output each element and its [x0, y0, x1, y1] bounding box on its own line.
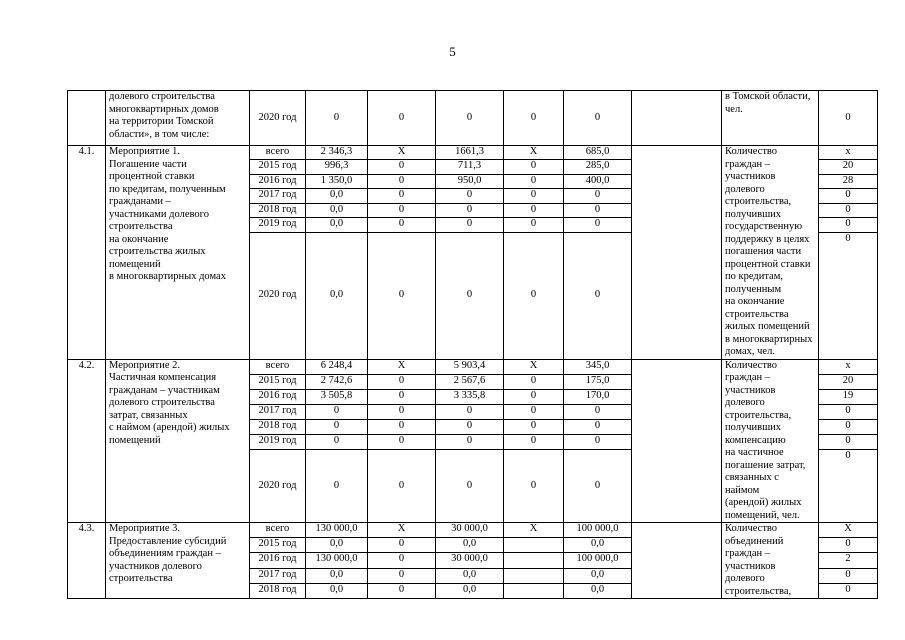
value-cell: 0 [436, 404, 504, 419]
year-cell: 2016 год [250, 553, 306, 568]
value-cell: 0,0 [564, 583, 632, 598]
item-name-cell: долевого строительства многоквартирных домов на территории Томской области», в том числе: [106, 91, 250, 146]
value-cell: 100 000,0 [564, 523, 632, 538]
value-cell: 0 [436, 189, 504, 203]
indicator-value-cell: 0 [819, 538, 878, 553]
indicator-cell: Количество граждан – участников долевого строительства, получивших государственную поддержку в целях погашения части процентной ставки по кредитам, полученным на окончание строительства жилых помещений в многоквартирных домах, чел. [722, 146, 819, 360]
value-cell: 2 567,6 [436, 374, 504, 389]
value-cell: 0 [436, 91, 504, 146]
value-cell: 0 [564, 189, 632, 203]
table-row [68, 523, 878, 538]
indicator-value-cell: X [819, 523, 878, 538]
value-cell: 0 [368, 174, 436, 188]
value-cell [504, 583, 564, 598]
year-cell: 2020 год [250, 449, 306, 522]
value-cell: 0 [306, 404, 368, 419]
year-cell: всего [250, 146, 306, 160]
value-cell: 0 [436, 434, 504, 449]
value-cell: 0 [306, 91, 368, 146]
year-cell: 2020 год [250, 232, 306, 359]
value-cell: 0 [504, 419, 564, 434]
value-cell: 30 000,0 [436, 553, 504, 568]
indicator-cell: Количество граждан – участников долевого строительства, получивших компенсацию на частичное погашение затрат, связанных с наймом (арендой) жилых помещений, чел. [722, 359, 819, 523]
value-cell: 0 [504, 449, 564, 522]
value-cell: 0 [504, 189, 564, 203]
table-row [68, 146, 878, 160]
year-cell: 2019 год [250, 218, 306, 232]
item-name-cell: Мероприятие 2. Частичная компенсация гражданам – участникам долевого строительства затрат, связанных с наймом (арендой) жилых помещений [106, 359, 250, 523]
value-cell: 0 [504, 404, 564, 419]
value-cell [632, 146, 722, 360]
year-cell: всего [250, 359, 306, 374]
item-name-cell: Мероприятие 1. Погашение части процентной ставки по кредитам, полученным гражданами – участниками долевого строительства на окончание строительства жилых помещений в многоквартирных домах [106, 146, 250, 360]
year-cell: 2018 год [250, 583, 306, 598]
value-cell: 1 350,0 [306, 174, 368, 188]
indicator-value-cell: 0 [819, 583, 878, 598]
value-cell: 0 [564, 232, 632, 359]
indicator-value-cell: 0 [819, 404, 878, 419]
value-cell: 0 [504, 434, 564, 449]
value-cell: 0 [368, 203, 436, 217]
value-cell: 100 000,0 [564, 553, 632, 568]
year-cell: 2015 год [250, 160, 306, 174]
continuation-row [68, 91, 878, 146]
value-cell: 130 000,0 [306, 523, 368, 538]
value-cell: 0,0 [306, 232, 368, 359]
value-cell: 0,0 [306, 538, 368, 553]
value-cell: 0 [436, 203, 504, 217]
year-cell: 2015 год [250, 538, 306, 553]
value-cell: 0 [564, 419, 632, 434]
indicator-cell: в Томской области, чел. [722, 91, 819, 146]
value-cell: X [368, 523, 436, 538]
value-cell: 0 [368, 218, 436, 232]
indicator-value-cell: 20 [819, 160, 878, 174]
value-cell: 685,0 [564, 146, 632, 160]
indicator-value-cell: 0 [819, 218, 878, 232]
value-cell: 0 [306, 449, 368, 522]
value-cell: X [368, 146, 436, 160]
value-cell: 0 [368, 160, 436, 174]
value-cell: 30 000,0 [436, 523, 504, 538]
value-cell: 2 346,3 [306, 146, 368, 160]
value-cell: 0 [504, 374, 564, 389]
value-cell: 400,0 [564, 174, 632, 188]
year-cell: 2017 год [250, 404, 306, 419]
item-number-cell [68, 91, 106, 146]
indicator-value-cell: x [819, 359, 878, 374]
value-cell [632, 523, 722, 599]
indicator-value-cell: 2 [819, 553, 878, 568]
value-cell: 0 [368, 449, 436, 522]
value-cell: 0 [368, 553, 436, 568]
value-cell: 0 [504, 91, 564, 146]
year-cell: всего [250, 523, 306, 538]
item-number-cell: 4.3. [68, 523, 106, 599]
value-cell: 0 [368, 538, 436, 553]
indicator-value-cell: 0 [819, 203, 878, 217]
value-cell: X [504, 146, 564, 160]
value-cell: 0 [504, 160, 564, 174]
value-cell: 0,0 [564, 568, 632, 583]
value-cell [632, 91, 722, 146]
value-cell: 0 [368, 374, 436, 389]
value-cell: 996,3 [306, 160, 368, 174]
value-cell [504, 553, 564, 568]
value-cell: 0 [306, 419, 368, 434]
value-cell: 0,0 [306, 218, 368, 232]
year-cell: 2019 год [250, 434, 306, 449]
value-cell: 6 248,4 [306, 359, 368, 374]
indicator-value-cell: 0 [819, 232, 878, 359]
value-cell: 0 [436, 419, 504, 434]
value-cell: 0 [368, 91, 436, 146]
year-cell: 2016 год [250, 389, 306, 404]
year-cell: 2015 год [250, 374, 306, 389]
indicator-value-cell: 0 [819, 419, 878, 434]
year-cell: 2017 год [250, 568, 306, 583]
value-cell: 950,0 [436, 174, 504, 188]
page-number: 5 [449, 44, 456, 59]
value-cell: 0 [564, 203, 632, 217]
indicator-value-cell: 20 [819, 374, 878, 389]
value-cell: 5 903,4 [436, 359, 504, 374]
indicator-value-cell: x [819, 146, 878, 160]
value-cell: 1661,3 [436, 146, 504, 160]
value-cell: X [504, 359, 564, 374]
indicator-value-cell: 28 [819, 174, 878, 188]
value-cell: X [368, 359, 436, 374]
value-cell: 0 [564, 218, 632, 232]
value-cell [504, 538, 564, 553]
value-cell: 0,0 [436, 538, 504, 553]
value-cell: 0 [368, 189, 436, 203]
year-cell: 2018 год [250, 419, 306, 434]
year-cell: 2018 год [250, 203, 306, 217]
value-cell: 3 335,8 [436, 389, 504, 404]
value-cell: 0,0 [436, 583, 504, 598]
value-cell: 0 [368, 232, 436, 359]
year-cell: 2020 год [250, 91, 306, 146]
value-cell: 0 [306, 434, 368, 449]
indicator-value-cell: 0 [819, 449, 878, 522]
value-cell: 0 [368, 568, 436, 583]
indicator-value-cell: 0 [819, 434, 878, 449]
value-cell: 0 [368, 583, 436, 598]
value-cell: 0 [564, 404, 632, 419]
table-row [68, 359, 878, 374]
value-cell: 0 [436, 449, 504, 522]
value-cell: 345,0 [564, 359, 632, 374]
value-cell: 0,0 [306, 583, 368, 598]
value-cell: 711,3 [436, 160, 504, 174]
item-name-cell: Мероприятие 3. Предоставление субсидий объединениям граждан – участников долевого строительства [106, 523, 250, 599]
item-number-cell: 4.1. [68, 146, 106, 360]
value-cell: 0,0 [436, 568, 504, 583]
value-cell: 0 [368, 419, 436, 434]
value-cell: 0 [504, 203, 564, 217]
value-cell: 170,0 [564, 389, 632, 404]
indicator-cell: Количество объединений граждан – участников долевого строительства, [722, 523, 819, 599]
indicator-value-cell: 0 [819, 568, 878, 583]
value-cell: 0 [368, 389, 436, 404]
program-table [67, 90, 878, 599]
value-cell: 0,0 [564, 538, 632, 553]
year-cell: 2017 год [250, 189, 306, 203]
value-cell: 130 000,0 [306, 553, 368, 568]
value-cell: 0 [564, 434, 632, 449]
value-cell: 0 [504, 232, 564, 359]
value-cell: 0 [436, 218, 504, 232]
indicator-value-cell: 0 [819, 189, 878, 203]
indicator-value-cell: 0 [819, 91, 878, 146]
value-cell: 0 [368, 404, 436, 419]
value-cell: 285,0 [564, 160, 632, 174]
value-cell: 0,0 [306, 203, 368, 217]
value-cell [632, 359, 722, 523]
value-cell [504, 568, 564, 583]
indicator-value-cell: 19 [819, 389, 878, 404]
value-cell: 0 [564, 449, 632, 522]
value-cell: 0,0 [306, 568, 368, 583]
value-cell: 175,0 [564, 374, 632, 389]
value-cell: 2 742,6 [306, 374, 368, 389]
value-cell: 0 [368, 434, 436, 449]
value-cell: 0 [436, 232, 504, 359]
value-cell: 3 505,8 [306, 389, 368, 404]
value-cell: 0 [504, 174, 564, 188]
value-cell: 0,0 [306, 189, 368, 203]
value-cell: 0 [504, 218, 564, 232]
item-number-cell: 4.2. [68, 359, 106, 523]
year-cell: 2016 год [250, 174, 306, 188]
value-cell: 0 [504, 389, 564, 404]
value-cell: X [504, 523, 564, 538]
value-cell: 0 [564, 91, 632, 146]
